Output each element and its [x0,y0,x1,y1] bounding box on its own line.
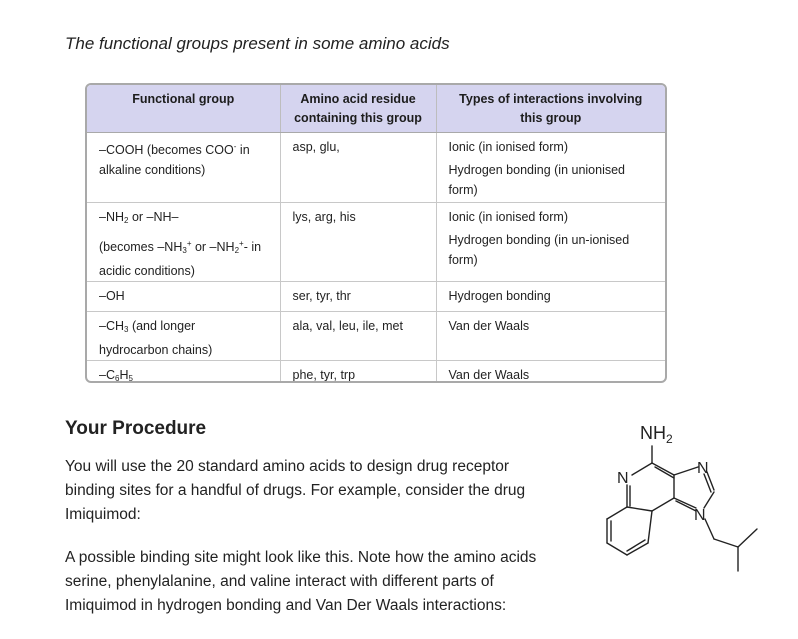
procedure-heading: Your Procedure [65,418,207,439]
caption: The functional groups present in some amino acids [65,34,450,53]
functional-group-cell: –COOH (becomes COO- in alkaline conditions) [87,133,280,203]
residue-cell: lys, arg, his [280,203,436,282]
interaction-cell: Ionic (in ionised form) Hydrogen bonding (in unionised form) [436,133,665,203]
table-row [87,203,665,282]
residue-cell: phe, tyr, trp [280,361,436,384]
table-row [87,282,665,312]
imidazole-nitrogen-label: N [697,460,709,477]
residue-cell: ser, tyr, thr [280,282,436,312]
substituted-nitrogen-label: N [694,507,706,524]
residue-cell: ala, val, leu, ile, met [280,312,436,361]
header-amino-acid-residue: Amino acid residue containing this group [280,85,436,133]
amine-label: $NH_2$ [640,423,673,446]
functional-group-cell: $-C_6H_5$ [87,361,280,384]
table-header-row [87,85,665,133]
procedure-paragraph-2: A possible binding site might look like this. Note how the amino acids serine, phenylalanine, and valine interact with different parts of Imiquimod in hydrogen bonding and Van Der Waals interactions: [65,549,537,614]
header-interaction-types: Types of interactions involving this group [436,85,665,133]
interaction-cell: Van der Waals [436,312,665,361]
functional-group-cell: $-NH_2$ or –NH– (becomes $-NH_3^+$ or $-NH_2^+-$ in acidic conditions) [87,203,280,282]
interaction-cell: Hydrogen bonding [436,282,665,312]
functional-group-cell: $-CH_3$ (and longer hydrocarbon chains) [87,312,280,361]
ring-nitrogen-label: N [617,470,629,487]
imiquimod-structure-diagram [590,415,770,590]
table-row [87,133,665,203]
procedure-paragraph-1: You will use the 20 standard amino acids to design drug receptor binding sites for a handful of drugs. For example, consider the drug Imiquimod: [65,458,526,523]
residue-cell: asp, glu, [280,133,436,203]
interaction-cell: Ionic (in ionised form) Hydrogen bonding (in un-ionised form) [436,203,665,282]
interaction-cell: Van der Waals [448,368,530,382]
table-row [87,361,665,384]
header-functional-group: Functional group [87,85,280,133]
functional-groups-table [85,83,667,383]
table-row [87,312,665,361]
functional-group-cell: –OH [87,282,280,312]
